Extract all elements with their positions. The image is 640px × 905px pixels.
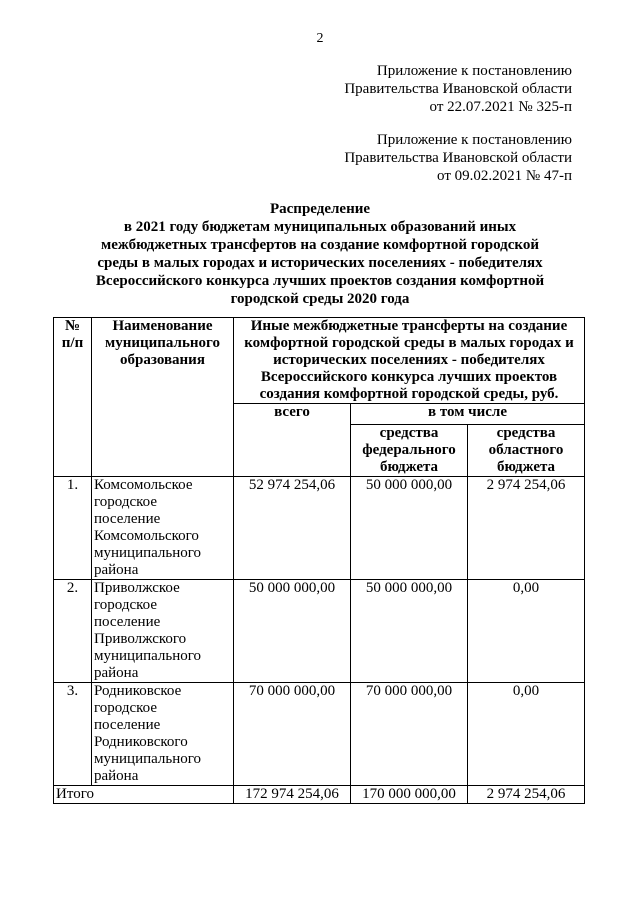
total-regional: 2 974 254,06 xyxy=(468,786,585,804)
appendix-note-current xyxy=(344,62,572,116)
total-label: Итого xyxy=(54,786,234,804)
appendix-line: Правительства Ивановской области xyxy=(344,150,572,166)
row-total: 70 000 000,00 xyxy=(234,683,351,786)
row-municipality: Комсомольское городское поселение Комсомольского муниципального района xyxy=(92,477,234,580)
appendix-line: Правительства Ивановской области xyxy=(344,81,572,97)
table-row xyxy=(54,580,585,683)
title-line: Всероссийского конкурса лучших проектов создания комфортной xyxy=(95,273,545,289)
header-regional: средства областного бюджета xyxy=(468,425,585,477)
row-total: 52 974 254,06 xyxy=(234,477,351,580)
total-federal: 170 000 000,00 xyxy=(351,786,468,804)
title-line: среды в малых городах и исторических поселениях - победителях xyxy=(97,255,543,271)
header-name: Наименование муниципального образования xyxy=(92,318,234,477)
header-including: в том числе xyxy=(351,404,585,425)
row-num: 3. xyxy=(54,683,92,786)
appendix-line: от 22.07.2021 № 325-п xyxy=(429,99,572,115)
distribution-table xyxy=(53,317,585,804)
header-transfers: Иные межбюджетные трансферты на создание комфортной городской среды в малых городах и исторических поселениях - победителях Всероссийского конкурса лучших проектов создания комфортной городской среды, руб. xyxy=(234,318,585,404)
row-municipality: Родниковское городское поселение Родниковского муниципального района xyxy=(92,683,234,786)
row-regional: 0,00 xyxy=(468,580,585,683)
row-federal: 50 000 000,00 xyxy=(351,477,468,580)
title-line: в 2021 году бюджетам муниципальных образований иных xyxy=(123,219,517,235)
title-line: межбюджетных трансфертов на создание комфортной городской xyxy=(101,237,539,253)
header-num: № п/п xyxy=(54,318,92,477)
page-number: 2 xyxy=(316,31,324,46)
row-regional: 0,00 xyxy=(468,683,585,786)
appendix-line: от 09.02.2021 № 47-п xyxy=(437,168,572,184)
title-line: городской среды 2020 года xyxy=(230,291,410,307)
table-total-row xyxy=(54,786,585,804)
row-regional: 2 974 254,06 xyxy=(468,477,585,580)
total-sum: 172 974 254,06 xyxy=(234,786,351,804)
row-num: 2. xyxy=(54,580,92,683)
header-federal: средства федерального бюджета xyxy=(351,425,468,477)
table-row xyxy=(54,683,585,786)
table-row xyxy=(54,477,585,580)
row-total: 50 000 000,00 xyxy=(234,580,351,683)
appendix-note-original xyxy=(344,131,572,185)
appendix-line: Приложение к постановлению xyxy=(376,132,572,148)
row-num: 1. xyxy=(54,477,92,580)
row-municipality: Приволжское городское поселение Приволжского муниципального района xyxy=(92,580,234,683)
header-total: всего xyxy=(234,404,351,477)
title-line: Распределение xyxy=(269,201,371,217)
table-header-row xyxy=(54,318,585,404)
appendix-line: Приложение к постановлению xyxy=(376,63,572,79)
row-federal: 50 000 000,00 xyxy=(351,580,468,683)
document-title xyxy=(60,200,580,308)
row-federal: 70 000 000,00 xyxy=(351,683,468,786)
